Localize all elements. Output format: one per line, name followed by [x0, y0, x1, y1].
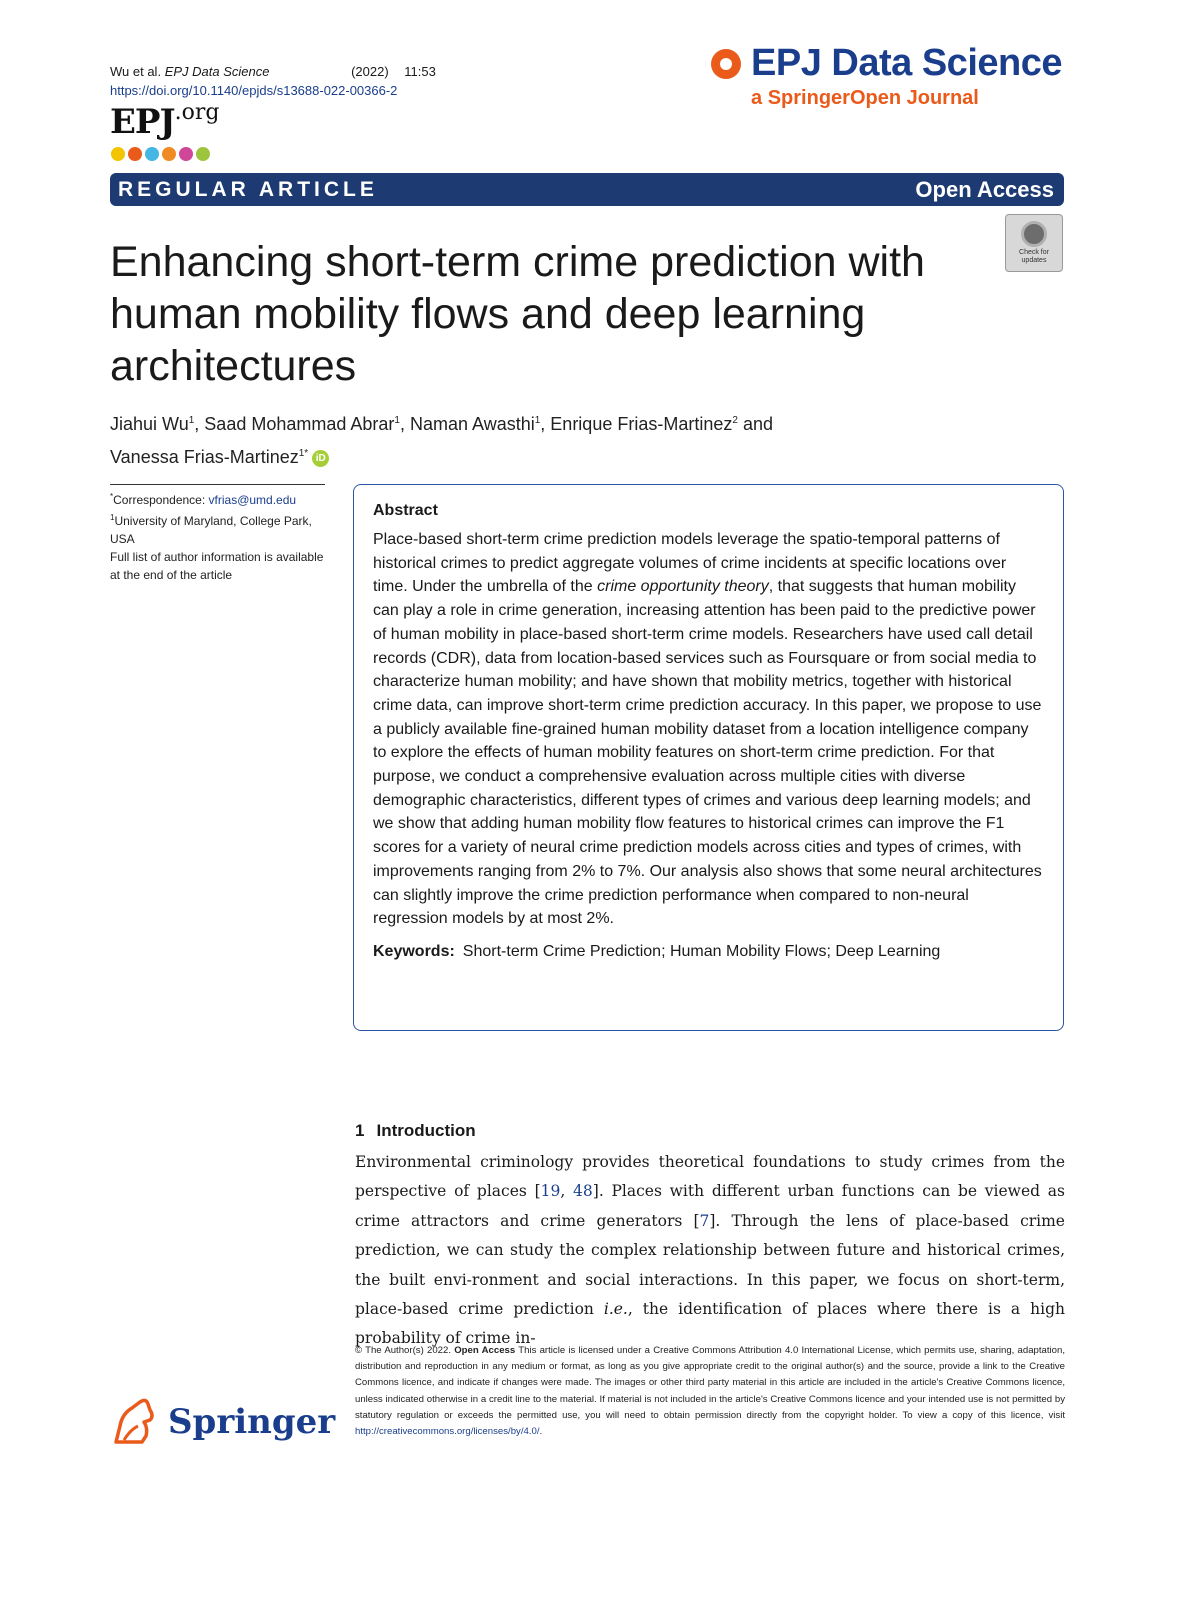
author-affil-sup: 2	[732, 415, 738, 426]
open-access-label: Open Access	[915, 176, 1054, 202]
orcid-icon[interactable]: iD	[312, 450, 329, 467]
sidebar-divider	[110, 484, 325, 485]
and-word: and	[742, 414, 773, 434]
intro-text: ]. Through the lens of place-based crime prediction, we can study the complex relationship between future and historical crimes, the built envi-ronment and social interactions. In this paper, we focus on short-term, place-based crime prediction	[355, 1211, 1065, 1319]
check-updates-line2: updates	[1021, 257, 1047, 264]
springer-horse-icon	[110, 1396, 160, 1448]
epj-data-science-logo-icon	[711, 49, 741, 79]
license-oa-label: Open Access	[454, 1345, 516, 1356]
doi-link[interactable]: https://doi.org/10.1140/epjds/s13688-022-00366-2	[110, 83, 398, 98]
color-dot	[128, 147, 142, 161]
author-name[interactable]: Vanessa Frias-Martinez	[110, 447, 299, 467]
epj-logo-text: EPJ	[110, 102, 175, 142]
author-list: Jiahui Wu$^1$, Saad Mohammad Abrar$^1$, Naman Awasthi$^1$, Enrique Frias-Martinez$^2$ and Vanessa Frias-Martinez$^{1*}$ iD	[110, 414, 773, 467]
cite-journal: EPJ Data Science	[164, 64, 270, 79]
epj-color-dots	[111, 147, 210, 161]
article-type-banner	[110, 173, 1064, 206]
article-title: Enhancing short-term crime prediction with human mobility flows and deep learning architectures	[110, 238, 925, 390]
license-notice	[355, 1343, 1065, 1440]
author-info-sidebar	[110, 488, 330, 584]
check-updates-icon	[1021, 221, 1047, 247]
intro-text: ,	[560, 1182, 574, 1201]
color-dot	[162, 147, 176, 161]
abstract-text-part: , that suggests that human mobility can play a role in crime generation, increasing attention has been paid to the predictive power of human mobility in place-based short-term crime models. Researchers have used call detail records (CDR), data from location-based services such as Foursquare or from social media to characterize human mobility; and have shown that mobility metrics, together with historical crime data, can improve short-term crime prediction accuracy. In this paper, we propose to use a publicly available fine-grained human mobility dataset from a location intelligence company to explore the effects of human mobility features on short-term crime prediction. For that purpose, we conduct a comprehensive evaluation across multiple cities with diverse demographic characteristics, different types of crimes and various deep learning models; and we show that adding human mobility flow features to historical crimes can improve the F1 scores for a variety of neural crime prediction models across cities and types of crimes, with improvements ranging from 2% to 7%. Our analysis also shows that some neural architectures can slightly improve the crime prediction performance when compared to non-neural regression models by at most 2%.	[373, 578, 1042, 928]
copyright: © The Author(s) 2022.	[355, 1345, 451, 1356]
intro-text: Environmental criminology provides theoretical foundations to study crimes from the perspective of places [	[355, 1153, 1065, 1201]
license-url-link[interactable]: http://creativecommons.org/licenses/by/4.0/	[355, 1426, 540, 1438]
cite-year: (2022)	[351, 64, 389, 79]
section-number: 1	[355, 1121, 365, 1140]
journal-title: EPJ Data Science	[751, 42, 1062, 84]
cite-authors: Wu et al.	[110, 64, 162, 79]
article-type: REGULAR ARTICLE	[118, 177, 378, 201]
author-affil-sup: 1	[394, 415, 400, 426]
corr-mark: *	[110, 492, 114, 501]
journal-subtitle: a SpringerOpen Journal	[751, 87, 979, 109]
check-updates-line1: Check for	[1019, 249, 1049, 256]
author-affil-sup: 1	[188, 415, 195, 426]
author-name[interactable]: Saad Mohammad Abrar	[204, 414, 395, 434]
keywords	[373, 943, 1044, 961]
color-dot	[145, 147, 159, 161]
affiliation: University of Maryland, College Park, USA	[110, 514, 312, 546]
corr-label: Correspondence:	[113, 493, 206, 507]
check-for-updates-button[interactable]	[1005, 214, 1063, 272]
author-affil-sup: 1*	[298, 448, 309, 459]
author-name[interactable]: Jiahui Wu	[110, 414, 189, 434]
author-affil-sup: 1	[534, 415, 541, 426]
intro-text: , the identification of places where there is a high probability of crime in-	[355, 1300, 1065, 1348]
springer-wordmark: Springer	[168, 1402, 336, 1442]
citation-link[interactable]: 7	[699, 1211, 710, 1230]
keywords-values: Short-term Crime Prediction; Human Mobility Flows; Deep Learning	[462, 942, 941, 960]
intro-italic: i.e.	[603, 1300, 628, 1319]
color-dot	[179, 147, 193, 161]
springer-logo[interactable]	[110, 1396, 335, 1448]
affil-sup: 1	[110, 513, 115, 522]
color-dot	[111, 147, 125, 161]
citation-link[interactable]: 19	[540, 1182, 561, 1201]
epj-logo-suffix: .org	[174, 100, 220, 125]
journal-brand[interactable]	[711, 42, 1062, 110]
corr-email-link[interactable]: vfrias@umd.edu	[208, 493, 297, 507]
author-name[interactable]: Naman Awasthi	[409, 414, 535, 434]
intro-text: ]. Places with different urban functions can be viewed as crime attractors and crime generators [	[355, 1182, 1065, 1230]
abstract-italic-term: crime opportunity theory	[597, 578, 769, 596]
abstract-heading: Abstract	[373, 502, 438, 519]
license-text: This article is licensed under a Creative Commons Attribution 4.0 International License, which permits use, sharing, adaptation, distribution and reproduction in any medium or format, as long as you give appropriate credit to the original author(s) and the source, provide a link to the Creative Commons licence, and indicate if changes were made. The images or other third party material in this article are included in the article's Creative Commons licence, unless indicated otherwise in a credit line to the material. If material is not included in the article's Creative Commons licence and your intended use is not permitted by statutory regulation or exceeds the permitted use, you will need to obtain permission directly from the copyright holder. To view a copy of this licence, visit	[355, 1345, 1066, 1421]
section-heading	[355, 1121, 476, 1141]
color-dot	[196, 147, 210, 161]
introduction-paragraph	[355, 1148, 1065, 1354]
citation-link[interactable]: 48	[573, 1182, 593, 1201]
keywords-label: Keywords:	[373, 942, 455, 960]
full-list-note: Full list of author information is available at the end of the article	[110, 550, 324, 582]
license-end: .	[539, 1426, 543, 1438]
epj-org-logo[interactable]	[110, 102, 219, 142]
section-title: Introduction	[376, 1121, 476, 1140]
author-name[interactable]: Enrique Frias-Martinez	[550, 414, 733, 434]
cite-article-number: 11:53	[404, 64, 436, 79]
abstract-text-part: Place-based short-term crime prediction models leverage the spatio-temporal patterns of historical crimes to predict aggregate volumes of crime incidents at specific locations over time. Under the umbrella of the	[373, 531, 1007, 596]
abstract-box	[353, 484, 1064, 1031]
running-citation	[110, 62, 436, 100]
abstract-text	[373, 528, 1044, 931]
